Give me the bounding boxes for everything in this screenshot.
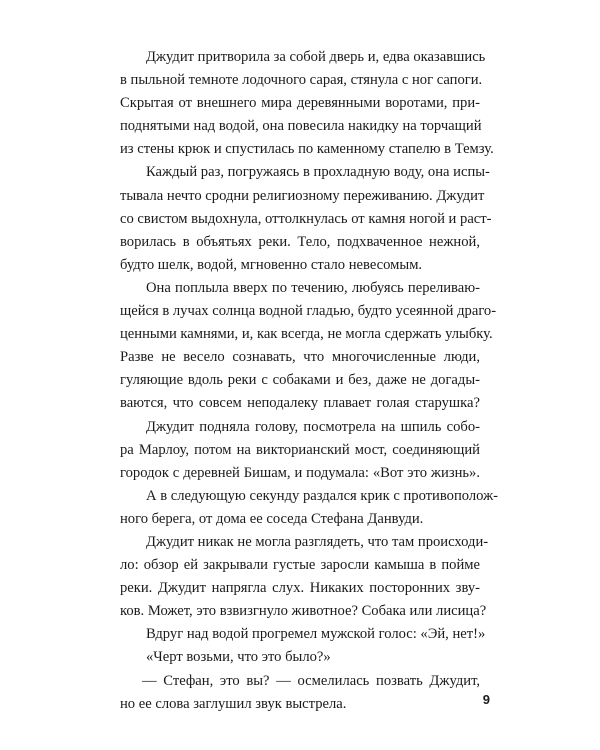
page-number: 9 [482,692,490,707]
text-line: городок с деревней Бишам, и подумала: «Вот это жизнь». [120,464,480,481]
text-line: — Стефан, это вы? — осмелилась позвать Джудит, [142,672,480,689]
text-line: ценными камнями, и, как всегда, не могла сдержать улыбку. [120,326,493,343]
text-line: Каждый раз, погружаясь в прохладную воду, она испы- [146,164,490,181]
text-line: будто шелк, водой, мгновенно стало невесомым. [120,256,423,273]
text-line: из стены крюк и спустилась по каменному стапелю в Темзу. [120,141,494,158]
text-line: ра Марлоу, потом на викторианский мост, соединяющий [120,441,480,458]
text-line: в пыльной темноте лодочного сарая, стянула с ног сапоги. [120,72,483,89]
text-line: ворилась в объятьях реки. Тело, подхваченное нежной, [120,233,480,250]
text-line: Разве не весело сознавать, что многочисленные люди, [120,349,480,366]
text-line: Она поплыла вверх по течению, любуясь переливаю- [146,279,480,296]
text-line: А в следующую секунду раздался крик с противополож- [146,487,499,504]
text-line: Джудит никак не могла разглядеть, что там происходи- [146,533,489,550]
text-line: Вдруг над водой прогремел мужской голос: «Эй, нет!» [146,626,486,643]
text-line: щейся в лучах солнца водной гладью, будто усеянной драго- [120,303,497,320]
text-line: ваются, что совсем неподалеку плавает голая старушка? [120,395,480,412]
text-line: Скрытая от внешнего мира деревянными воротами, при- [120,95,480,112]
text-line: тывала нечто сродни религиозному переживанию. Джудит [120,187,485,204]
text-line: ков. Может, это взвизгнуло животное? Собака или лисица? [120,603,487,620]
text-line: со свистом выдохнула, оттолкнулась от камня ногой и раст- [120,210,492,227]
text-line: гуляющие вдоль реки с собаками и без, даже не догады- [120,372,480,389]
text-line: реки. Джудит напрягла слух. Никаких посторонних зву- [120,580,480,597]
text-line: «Черт возьми, что это было?» [146,649,331,666]
text-line: ло: обзор ей закрывали густые заросли камыша в пойме [120,557,480,574]
text-line: Джудит подняла голову, посмотрела на шпиль собо- [146,418,480,435]
text-line: Джудит притворила за собой дверь и, едва оказавшись [146,49,486,65]
text-line: поднятыми над водой, она повесила накидку на торчащий [120,118,482,135]
body-text [120,46,499,716]
text-line: ного берега, от дома ее соседа Стефана Данвуди. [120,510,424,527]
text-line: но ее слова заглушил звук выстрела. [120,695,347,712]
